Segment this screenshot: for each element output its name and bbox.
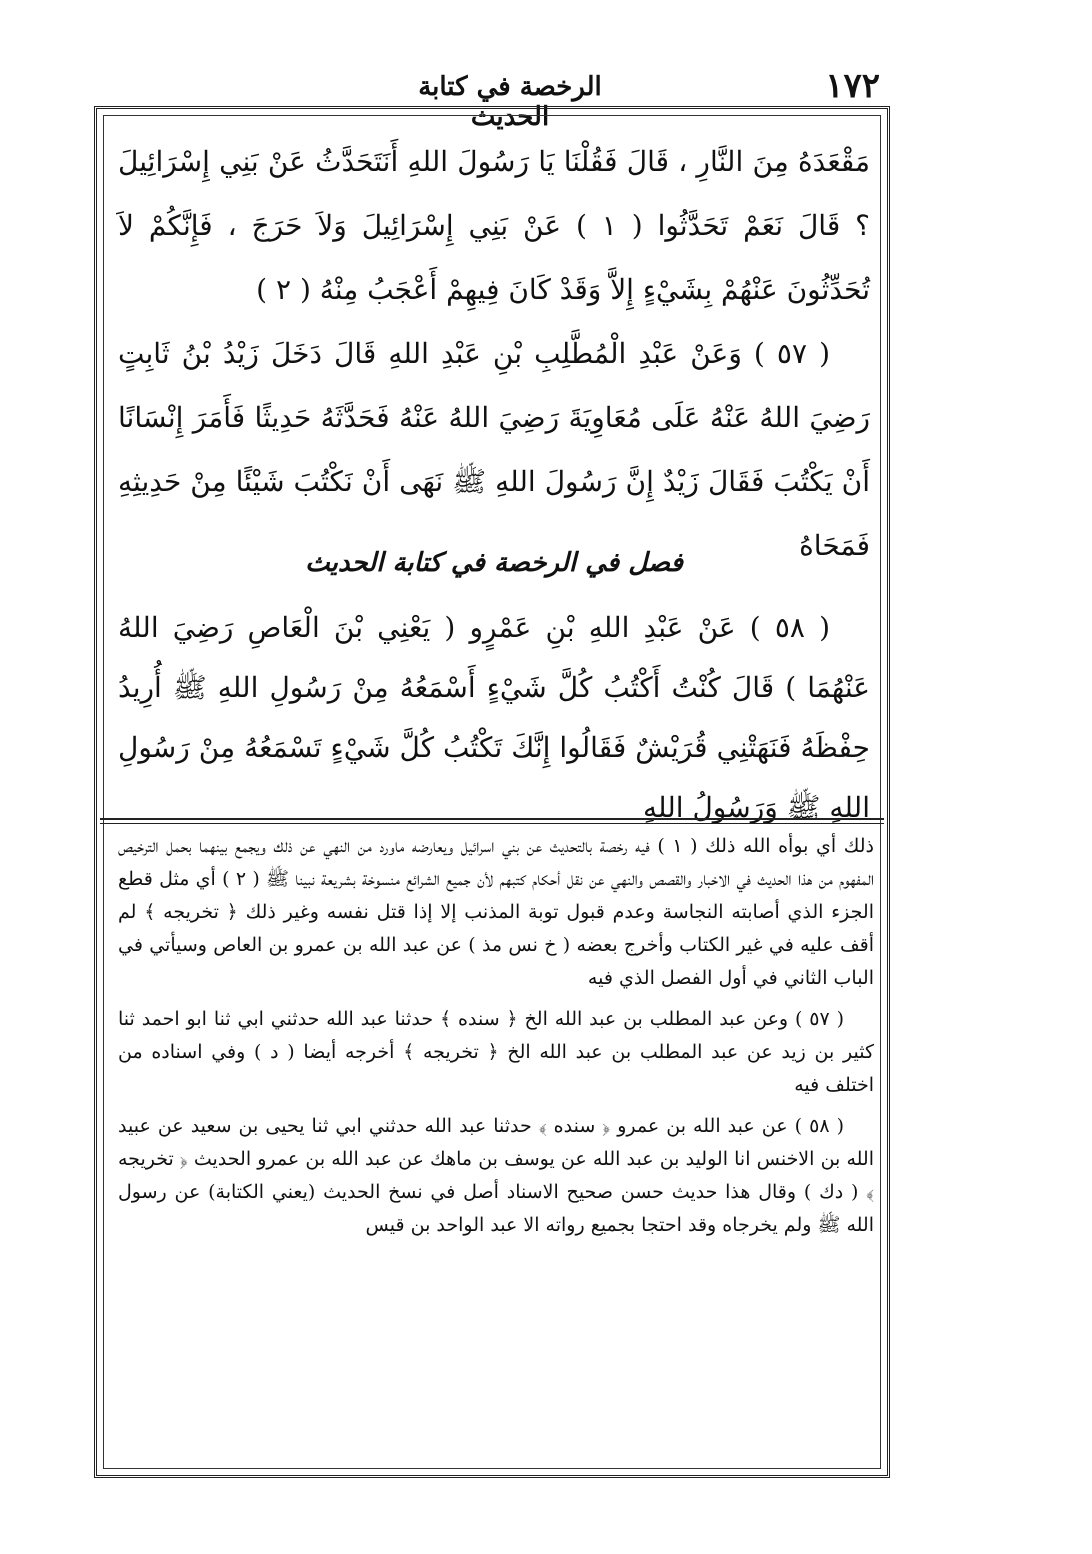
main-paragraph-3: ( ٥٨ ) عَنْ عَبْدِ اللهِ بْنِ عَمْرٍو ( يَعْنِي بْنَ الْعَاصِ رَضِيَ اللهُ عَنْهُمَا ) قَالَ كُنْتُ أَكْتُبُ كُلَّ شَيْءٍ أَسْمَعُهُ مِنْ رَسُولِ اللهِ ﷺ أُرِيدُ حِفْظَهُ فَنَهَتْنِي قُرَيْشٌ فَقَالُوا إِنَّكَ تَكْتُبُ كُلَّ شَيْءٍ تَسْمَعُهُ مِنْ رَسُولِ اللهِ ﷺ وَرَسُولُ اللهِ — [118, 611, 870, 824]
main-paragraph-1: مَقْعَدَهُ مِنَ النَّارِ ، قَالَ فَقُلْنَا يَا رَسُولَ اللهِ أَنَتَحَدَّثُ عَنْ بَنِي إِسْرَائِيلَ ؟ قَالَ نَعَمْ تَحَدَّثُوا ( ١ ) عَنْ بَنِي إِسْرَائِيلَ وَلاَ حَرَجَ ، فَإِنَّكُمْ لاَ تُحَدِّثُونَ عَنْهُمْ بِشَيْءٍ إِلاَّ وَقَدْ كَانَ فِيهِمْ أَعْجَبُ مِنْهُ ( ٢ ) — [118, 145, 870, 306]
main-text-block-2 — [118, 598, 870, 838]
page-header — [100, 66, 880, 132]
footnote-1: ذلك أي بوأه الله ذلك ( ١ ) فيه رخصة بالتحديث عن بني اسرائيل ويعارضه ماورد من النهي عن ذلك ويجمع بينهما بحمل الترخيص المفهوم من هذا الحديث في الاخبار والقصص والنهي عن نقل أحكام كتبهم لأن جميع الشرائع منسوخة بشريعة نبينا ﷺ ( ٢ ) أي مثل قطع الجزء الذي أصابته النجاسة وعدم قبول توبة المذنب إلا إذا قتل نفسه وغير ذلك ﴿ تخريجه ﴾ لم أقف عليه في غير الكتاب وأخرج بعضه ( خ نس مذ ) عن عبد الله بن عمرو بن العاص وسيأتي في الباب الثاني في أول الفصل الذي فيه — [118, 835, 874, 989]
footnote-3: ( ٥٨ ) عن عبد الله بن عمرو ﴿ سنده ﴾ حدثنا عبد الله حدثني ابي ثنا يحيى بن سعيد عن عبيد الله بن الاخنس انا الوليد بن عبد الله عن يوسف بن ماهك عن عبد الله بن عمرو الحديث ﴿ تخريجه ﴾ ( دك ) وقال هذا حديث حسن صحيح الاسناد أصل في نسخ الحديث (يعني الكتابة) عن رسول الله ﷺ ولم يخرجاه وقد احتجا بجميع رواته الا عبد الواحد بن قيس — [118, 1115, 874, 1236]
running-title: الرخصة في كتابة الحديث — [418, 72, 602, 132]
main-text-block — [118, 130, 870, 578]
section-heading: فصل في الرخصة في كتابة الحديث — [305, 548, 683, 578]
page-number: ١٧٢ — [825, 66, 880, 106]
footnote-2: ( ٥٧ ) وعن عبد المطلب بن عبد الله الخ ﴿ سنده ﴾ حدثنا عبد الله حدثني ابي ثنا ابو احمد ثنا كثير بن زيد عن عبد المطلب بن عبد الله الخ ﴿ تخريجه ﴾ أخرجه أيضا ( د ) وفي اسناده من اختلف فيه — [118, 1008, 874, 1096]
footnote-divider — [100, 818, 884, 824]
footnotes-block — [118, 830, 874, 1250]
main-paragraph-2: ( ٥٧ ) وَعَنْ عَبْدِ الْمُطَّلِبِ بْنِ عَبْدِ اللهِ قَالَ دَخَلَ زَيْدُ بْنُ ثَابِتٍ رَضِيَ اللهُ عَنْهُ عَلَى مُعَاوِيَةَ رَضِيَ اللهُ عَنْهُ فَحَدَّثَهُ حَدِيثًا فَأَمَرَ إِنْسَانًا أَنْ يَكْتُبَ فَقَالَ زَيْدٌ إِنَّ رَسُولَ اللهِ ﷺ نَهَى أَنْ نَكْتُبَ شَيْئًا مِنْ حَدِيثِهِ فَمَحَاهُ — [118, 337, 870, 562]
